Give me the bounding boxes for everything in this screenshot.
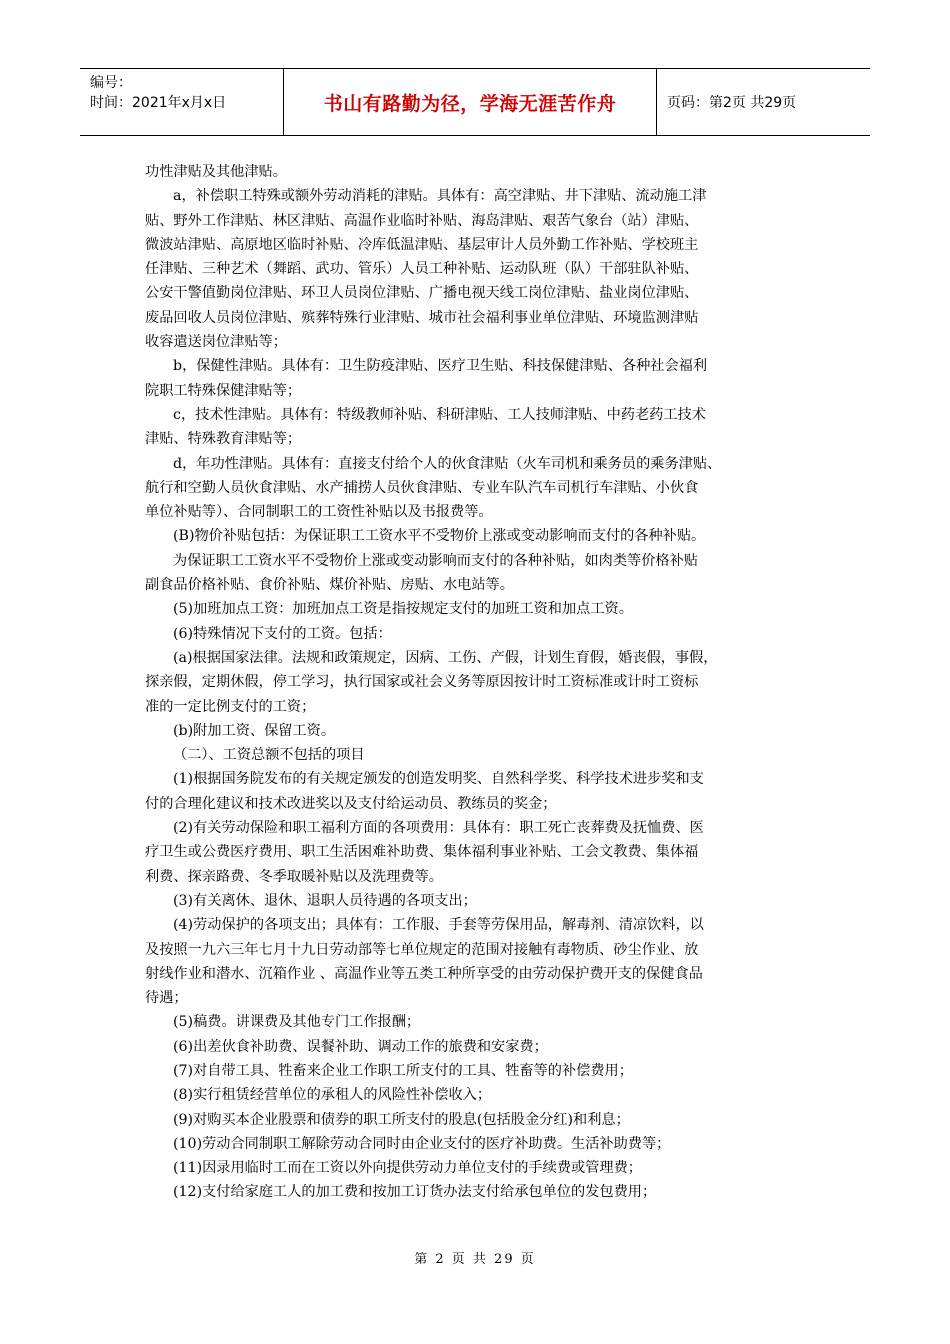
body-text-line: 贴、野外工作津贴、林区津贴、高温作业临时补贴、海岛津贴、艰苦气象台（站）津贴、 — [145, 212, 699, 229]
body-text-line: 功性津贴及其他津贴。 — [145, 164, 287, 180]
header-motto: 书山有路勤为径，学海无涯苦作舟 — [284, 69, 657, 135]
body-text-line: d，年功性津贴。具体有：直接支付给个人的伙食津贴（火车司机和乘务员的乘务津贴、 — [173, 455, 722, 472]
body-text-line: 微波站津贴、高原地区临时补贴、冷库低温津贴、基层审计人员外勤工作补贴、学校班主 — [145, 236, 699, 253]
body-text-line: 任津贴、三种艺术（舞蹈、武功、管乐）人员工种补贴、运动队班（队）干部驻队补贴、 — [145, 261, 699, 278]
body-text-line: 废品回收人员岗位津贴、殡葬特殊行业津贴、城市社会福利事业单位津贴、环境监测津贴 — [145, 309, 699, 326]
document-body — [145, 160, 813, 1205]
header-page-info: 页码：第2页 共29页 — [667, 95, 797, 111]
body-text-line: 探亲假，定期休假，停工学习，执行国家或社会义务等原因按计时工资标准或计时工资标 — [145, 674, 699, 691]
body-text-line: (6)特殊情况下支付的工资。包括： — [173, 625, 392, 642]
body-text-line: (2)有关劳动保险和职工福利方面的各项费用：具体有：职工死亡丧葬费及抚恤费、医 — [173, 820, 704, 837]
document-time-label: 时间：2021年x月x日 — [90, 95, 227, 111]
body-text-line: 单位补贴等）、合同制职工的工资性补贴以及书报费等。 — [145, 504, 493, 521]
body-text-line: (8)实行租赁经营单位的承租人的风险性补偿收入； — [173, 1087, 492, 1104]
body-text-line: (12)支付给家庭工人的加工费和按加工订货办法支付给承包单位的发包费用； — [173, 1184, 657, 1201]
document-number-label: 编号： — [90, 75, 132, 91]
body-text-line: (b)附加工资、保留工资。 — [173, 722, 336, 739]
body-text-line: 利费、探亲路费、冬季取暖补贴以及洗理费等。 — [145, 868, 443, 885]
page-footer: 第 2 页 共 29 页 — [414, 1252, 536, 1267]
body-text-line: b，保健性津贴。具体有：卫生防疫津贴、医疗卫生贴、科技保健津贴、各种社会福利 — [173, 358, 708, 375]
body-text-line: (7)对自带工具、牲畜来企业工作职工所支付的工具、牲畜等的补偿费用； — [173, 1062, 633, 1079]
body-text-line: (4)劳动保护的各项支出；具体有：工作服、手套等劳保用品，解毒剂、清凉饮料，以 — [173, 917, 704, 934]
body-text-line: (B)物价补贴包括：为保证职工工资水平不受物价上涨或变动影响而支付的各种补贴。 — [173, 528, 706, 545]
body-text-line: 院职工特殊保健津贴等； — [145, 382, 302, 399]
page-header — [80, 68, 870, 136]
header-meta — [80, 69, 284, 135]
body-text-line: 副食品价格补贴、食价补贴、煤价补贴、房贴、水电站等。 — [145, 577, 514, 594]
body-text-line: 航行和空勤人员伙食津贴、水产捕捞人员伙食津贴、专业车队汽车司机行车津贴、小伙食 — [145, 479, 699, 496]
body-text-line: (10)劳动合同制职工解除劳动合同时由企业支付的医疗补助费。生活补助费等； — [173, 1135, 671, 1152]
body-text-line: 准的一定比例支付的工资； — [145, 698, 316, 715]
body-text-line: (5)稿费。讲课费及其他专门工作报酬； — [173, 1014, 421, 1031]
body-text-line: 公安干警值勤岗位津贴、环卫人员岗位津贴、广播电视天线工岗位津贴、盐业岗位津贴、 — [145, 285, 699, 302]
body-text-line: a，补偿职工特殊或额外劳动消耗的津贴。具体有：高空津贴、井下津贴、流动施工津 — [173, 188, 707, 205]
body-text-line: 疗卫生或公费医疗费用、职工生活困难补助费、集体福利事业补贴、工会文教费、集体福 — [145, 844, 699, 861]
body-text-line: (3)有关离休、退休、退职人员待遇的各项支出； — [173, 892, 477, 909]
body-text-line: 收容遣送岗位津贴等； — [145, 334, 287, 351]
body-text-line: 射线作业和潜水、沉箱作业 、高温作业等五类工种所享受的由劳动保护费开支的保健食品 — [145, 965, 703, 982]
body-text-line: c，技术性津贴。具体有：特级教师补贴、科研津贴、工人技师津贴、中药老药工技术 — [173, 406, 706, 423]
body-text-line: （二）、工资总额不包括的项目 — [173, 747, 365, 764]
body-text-line: (6)出差伙食补助费、误餐补助、调动工作的旅费和安家费； — [173, 1038, 548, 1055]
body-text-line: 付的合理化建议和技术改进奖以及支付给运动员、教练员的奖金； — [145, 795, 557, 812]
body-text-line: (11)因录用临时工而在工资以外向提供劳动力单位支付的手续费或管理费； — [173, 1160, 642, 1177]
body-text-line: (5)加班加点工资：加班加点工资是指按规定支付的加班工资和加点工资。 — [173, 601, 633, 618]
body-text-line: 待遇； — [145, 990, 188, 1007]
body-text-line: (9)对购买本企业股票和债券的职工所支付的股息(包括股金分红)和利息； — [173, 1111, 630, 1128]
body-text-line: 及按照一九六三年七月十九日劳动部等七单位规定的范围对接触有毒物质、砂尘作业、放 — [145, 941, 699, 958]
body-text-line: (a)根据国家法律。法规和政策规定，因病、工伤、产假，计划生育假，婚丧假，事假， — [173, 649, 718, 666]
body-text-line: 津贴、特殊教育津贴等； — [145, 431, 302, 448]
body-text-line: 为保证职工工资水平不受物价上涨或变动影响而支付的各种补贴，如肉类等价格补贴 — [173, 552, 698, 569]
body-text-line: (1)根据国务院发布的有关规定颁发的创造发明奖、自然科学奖、科学技术进步奖和支 — [173, 771, 704, 788]
